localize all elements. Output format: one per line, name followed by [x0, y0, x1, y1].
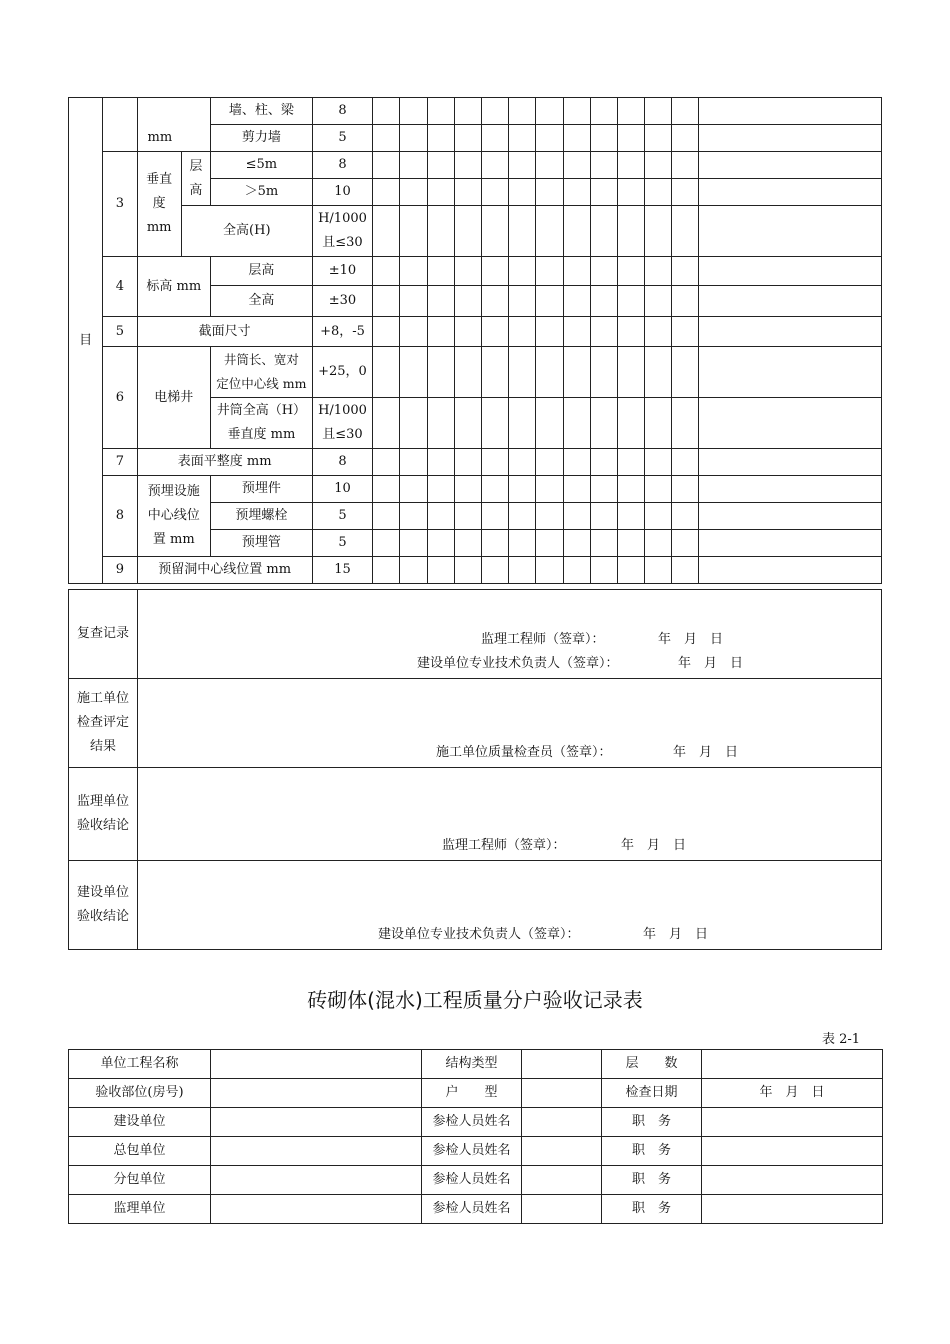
field-value[interactable] [522, 1079, 602, 1108]
field-label: 总包单位 [69, 1137, 211, 1166]
recheck-body[interactable] [138, 590, 882, 679]
item-label: 墙、柱、梁 [211, 98, 313, 125]
row-number: 3 [103, 152, 137, 257]
field-label: 检查日期 [602, 1079, 702, 1108]
table-row [69, 152, 882, 179]
field-value[interactable] [211, 1195, 422, 1224]
row-number: 7 [103, 449, 137, 476]
table-row [69, 98, 882, 125]
date-label: 年 月 日 [673, 745, 739, 760]
quality-inspector-signature-label: 施工单位质量检查员（签章）： [436, 745, 612, 760]
field-value[interactable] [522, 1195, 602, 1224]
field-label: 参检人员姓名 [422, 1195, 522, 1224]
field-value[interactable] [702, 1195, 883, 1224]
field-label: 参检人员姓名 [422, 1137, 522, 1166]
supervisor-signature-label: 监理工程师（签章）： [481, 632, 605, 647]
table-row [69, 1050, 883, 1079]
sub-group-label: 层 高 [181, 152, 210, 206]
field-label: 参检人员姓名 [422, 1166, 522, 1195]
construction-label: 施工单位 检查评定 结果 [69, 679, 138, 768]
tolerance: 10 [312, 179, 372, 206]
table-row [69, 347, 882, 398]
row-number: 4 [103, 257, 137, 317]
field-label: 分包单位 [69, 1166, 211, 1195]
field-value[interactable] [211, 1108, 422, 1137]
tolerance-table [68, 97, 882, 584]
table-row [69, 557, 882, 584]
group-label: 预埋设施 中心线位 置 mm [137, 476, 211, 557]
item-label: 截面尺寸 [137, 317, 312, 347]
field-value[interactable] [211, 1137, 422, 1166]
group-label: 垂直 度 mm [137, 152, 181, 257]
tolerance: 8 [312, 152, 372, 179]
date-label: 年 月 日 [643, 927, 709, 942]
table-number: 表 2-1 [822, 1032, 861, 1047]
item-label: 剪力墙 [211, 125, 313, 152]
field-value[interactable] [522, 1050, 602, 1079]
table-row [69, 768, 882, 861]
date-label: 年 月 日 [621, 838, 687, 853]
row-number: 5 [103, 317, 137, 347]
supervision-body[interactable] [138, 768, 882, 861]
field-value[interactable] [522, 1166, 602, 1195]
item-label: ≤5m [211, 152, 313, 179]
row-number: 6 [103, 347, 137, 449]
field-label: 职 务 [602, 1166, 702, 1195]
group-label: 标高 mm [137, 257, 211, 317]
owner-tech-signature-label: 建设单位专业技术负责人（签章）： [378, 927, 580, 942]
field-value[interactable] [211, 1079, 422, 1108]
table-row [69, 317, 882, 347]
tolerance: 5 [312, 125, 372, 152]
review-table [68, 589, 882, 950]
field-value[interactable] [522, 1108, 602, 1137]
field-label: 验收部位(房号) [69, 1079, 211, 1108]
tolerance: H/1000 且≤30 [312, 398, 372, 449]
field-label: 建设单位 [69, 1108, 211, 1137]
field-value[interactable] [211, 1050, 422, 1079]
household-info-table [68, 1049, 883, 1224]
owner-body[interactable] [138, 861, 882, 950]
table-row [69, 1137, 883, 1166]
field-value[interactable] [211, 1166, 422, 1195]
tolerance: ±30 [312, 286, 372, 317]
table-row [69, 449, 882, 476]
table-row [69, 206, 882, 257]
item-label: 预埋件 [211, 476, 313, 503]
tolerance: 10 [312, 476, 372, 503]
item-label: 层高 [211, 257, 313, 286]
construction-body[interactable] [138, 679, 882, 768]
field-label: 参检人员姓名 [422, 1108, 522, 1137]
supervision-label: 监理单位 验收结论 [69, 768, 138, 861]
group-label: 电梯井 [137, 347, 211, 449]
owner-tech-signature-label: 建设单位专业技术负责人（签章）： [417, 656, 619, 671]
field-value[interactable]: 年 月 日 [702, 1079, 883, 1108]
field-label: 层 数 [602, 1050, 702, 1079]
field-label: 职 务 [602, 1137, 702, 1166]
item-label: 预留洞中心线位置 mm [137, 557, 312, 584]
field-label: 职 务 [602, 1195, 702, 1224]
field-value[interactable] [702, 1050, 883, 1079]
table-row [69, 1195, 883, 1224]
field-value[interactable] [702, 1108, 883, 1137]
table-row [69, 1108, 883, 1137]
item-label: ＞5m [211, 179, 313, 206]
table-row [69, 679, 882, 768]
date-label: 年 月 日 [658, 632, 724, 647]
tolerance: 15 [312, 557, 372, 584]
tolerance: +8，-5 [312, 317, 372, 347]
side-label: 目 [69, 98, 103, 584]
item-label: 井筒长、宽对 定位中心线 mm [211, 347, 313, 398]
field-value[interactable] [522, 1137, 602, 1166]
field-label: 户 型 [422, 1079, 522, 1108]
recheck-label: 复查记录 [69, 590, 138, 679]
form-title: 砖砌体(混水)工程质量分户验收记录表 [307, 988, 643, 1012]
item-label: 井筒全高（H） 垂直度 mm [211, 398, 313, 449]
row-number: 9 [103, 557, 137, 584]
table-row [69, 861, 882, 950]
table-row [69, 1166, 883, 1195]
field-label: 监理单位 [69, 1195, 211, 1224]
field-label: 职 务 [602, 1108, 702, 1137]
field-value[interactable] [702, 1166, 883, 1195]
table-row [69, 1079, 883, 1108]
item-label: 表面平整度 mm [137, 449, 312, 476]
item-label: 预埋管 [211, 530, 313, 557]
table-row [69, 257, 882, 286]
item-label: 预埋螺栓 [211, 503, 313, 530]
tolerance: 8 [312, 449, 372, 476]
field-label: 结构类型 [422, 1050, 522, 1079]
table-row [69, 125, 882, 152]
tolerance: +25，0 [312, 347, 372, 398]
table-row [69, 476, 882, 503]
tolerance: H/1000 且≤30 [312, 206, 372, 257]
table-row [69, 590, 882, 679]
tolerance: ±10 [312, 257, 372, 286]
tolerance: 8 [312, 98, 372, 125]
field-value[interactable] [702, 1137, 883, 1166]
tolerance: 5 [312, 530, 372, 557]
item-label: 全高(H) [181, 206, 312, 257]
owner-label: 建设单位 验收结论 [69, 861, 138, 950]
supervisor-signature-label: 监理工程师（签章）： [442, 838, 566, 853]
row-number: 8 [103, 476, 137, 557]
unit-label: mm [137, 125, 211, 152]
field-label: 单位工程名称 [69, 1050, 211, 1079]
item-label: 全高 [211, 286, 313, 317]
tolerance: 5 [312, 503, 372, 530]
date-label: 年 月 日 [678, 656, 744, 671]
